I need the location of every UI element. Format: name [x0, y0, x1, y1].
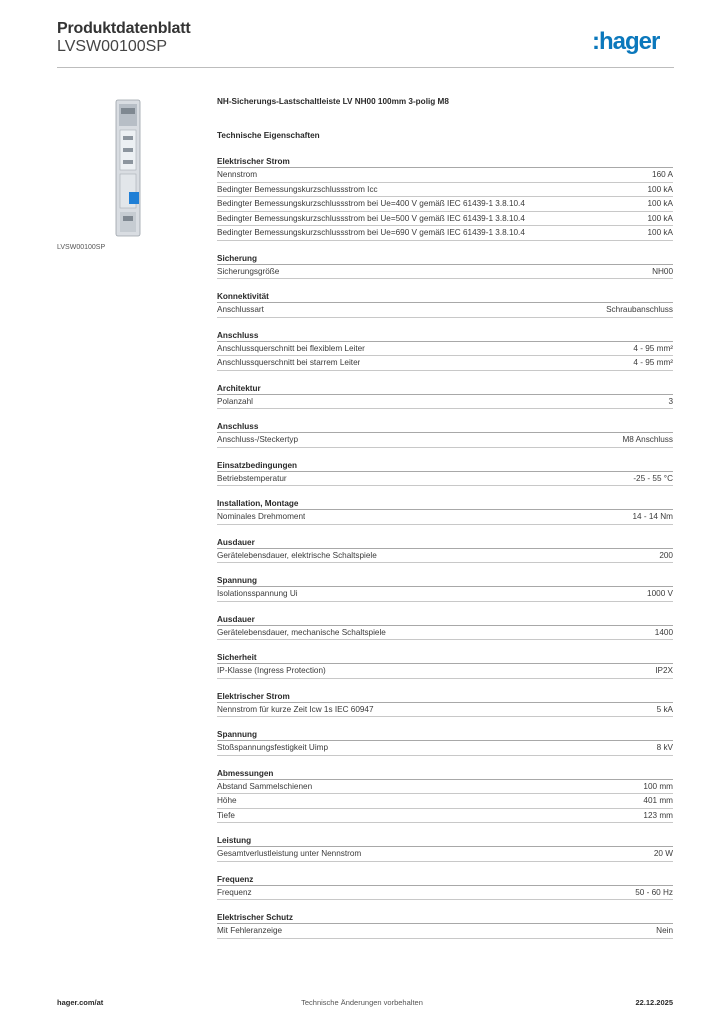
- section-title: Einsatzbedingungen: [217, 460, 673, 472]
- product-image: [57, 96, 201, 240]
- spec-row: [217, 510, 673, 525]
- section-title: Leistung: [217, 835, 673, 847]
- page-title: Produktdatenblatt: [57, 20, 191, 37]
- spec-row: [217, 265, 673, 280]
- spec-label: Abstand Sammelschienen: [217, 781, 313, 791]
- product-code: LVSW00100SP: [57, 38, 167, 55]
- section-title: Anschluss: [217, 421, 673, 433]
- spec-value: 50 - 60 Hz: [635, 887, 673, 897]
- spec-section: [217, 874, 673, 901]
- spec-value: Nein: [656, 926, 673, 935]
- spec-value: 100 kA: [647, 199, 673, 208]
- spec-row: [217, 703, 673, 718]
- spec-label: Anschlussquerschnitt bei flexiblem Leiter: [217, 343, 365, 353]
- spec-label: Tiefe: [217, 810, 235, 820]
- spec-value: 1000 V: [647, 589, 673, 598]
- spec-label: Anschlussart: [217, 305, 264, 314]
- spec-value: IP2X: [655, 666, 673, 675]
- spec-label: Anschluss-/Steckertyp: [217, 435, 298, 444]
- image-caption: LVSW00100SP: [57, 244, 106, 251]
- spec-section: [217, 330, 673, 371]
- section-title: Anschluss: [217, 330, 673, 342]
- spec-section: [217, 253, 673, 280]
- spec-row: [217, 549, 673, 564]
- section-title: Konnektivität: [217, 291, 673, 303]
- spec-row: [217, 626, 673, 641]
- spec-label: Nominales Drehmoment: [217, 512, 306, 521]
- spec-section: [217, 614, 673, 641]
- spec-row: [217, 197, 673, 212]
- spec-content: [217, 96, 673, 939]
- spec-section: [217, 460, 673, 487]
- section-title: Elektrischer Strom: [217, 156, 673, 168]
- spec-value: 5 kA: [656, 704, 673, 714]
- spec-value: 123 mm: [643, 810, 673, 820]
- spec-row: [217, 303, 673, 318]
- spec-row: [217, 395, 673, 410]
- spec-section: [217, 768, 673, 824]
- spec-value: Schraubanschluss: [606, 305, 673, 314]
- spec-label: IP-Klasse (Ingress Protection): [217, 666, 326, 675]
- section-title: Spannung: [217, 575, 673, 587]
- spec-label: Bedingter Bemessungskurzschlussstrom bei Ue=500 V gemäß IEC 61439-1 3.8.10.4: [217, 213, 525, 223]
- spec-value: 401 mm: [643, 796, 673, 805]
- spec-section: [217, 912, 673, 939]
- spec-value: 20 W: [653, 849, 673, 858]
- section-title: Sicherheit: [217, 652, 673, 664]
- spec-label: Gerätelebensdauer, elektrische Schaltspiele: [217, 550, 377, 560]
- spec-label: Bedingter Bemessungskurzschlussstrom bei Ue=690 V gemäß IEC 61439-1 3.8.10.4: [217, 228, 525, 237]
- spec-value: M8 Anschluss: [622, 435, 673, 444]
- spec-row: [217, 664, 673, 679]
- section-title: Ausdauer: [217, 537, 673, 549]
- logo-text: :hager: [592, 28, 660, 55]
- spec-label: Frequenz: [217, 887, 252, 897]
- header-divider: [57, 67, 674, 68]
- spec-row: [217, 780, 673, 795]
- spec-label: Isolationsspannung Ui: [217, 589, 298, 598]
- spec-sections: [217, 156, 673, 939]
- spec-row: [217, 472, 673, 487]
- section-title: Spannung: [217, 729, 673, 741]
- spec-label: Sicherungsgröße: [217, 266, 280, 276]
- section-title: Elektrischer Schutz: [217, 912, 673, 924]
- spec-label: Anschlussquerschnitt bei starrem Leiter: [217, 358, 361, 367]
- section-title: Frequenz: [217, 874, 673, 886]
- spec-section: [217, 291, 673, 318]
- spec-row: [217, 809, 673, 824]
- spec-label: Betriebstemperatur: [217, 473, 287, 483]
- spec-label: Nennstrom für kurze Zeit Icw 1s IEC 60947: [217, 704, 374, 714]
- spec-label: Bedingter Bemessungskurzschlussstrom bei Ue=400 V gemäß IEC 61439-1 3.8.10.4: [217, 199, 525, 208]
- spec-label: Höhe: [217, 796, 237, 805]
- spec-row: [217, 212, 673, 227]
- spec-label: Stoßspannungsfestigkeit Uimp: [217, 743, 329, 752]
- spec-row: [217, 794, 673, 809]
- spec-value: 4 - 95 mm²: [633, 358, 673, 367]
- spec-value: 3: [668, 396, 673, 406]
- spec-row: [217, 847, 673, 862]
- spec-row: [217, 356, 673, 371]
- spec-section: [217, 575, 673, 602]
- section-title: Abmessungen: [217, 768, 673, 780]
- spec-value: 100 kA: [647, 213, 673, 223]
- spec-row: [217, 183, 673, 198]
- section-title: Elektrischer Strom: [217, 691, 673, 703]
- spec-value: 100 mm: [643, 781, 673, 791]
- spec-section: [217, 156, 673, 241]
- spec-section: [217, 537, 673, 564]
- section-title: Architektur: [217, 383, 673, 395]
- spec-row: [217, 587, 673, 602]
- spec-value: 200: [659, 550, 673, 560]
- spec-row: [217, 741, 673, 756]
- spec-value: 160 A: [652, 170, 673, 179]
- spec-label: Gesamtverlustleistung unter Nennstrom: [217, 849, 362, 858]
- spec-value: 1400: [654, 627, 673, 637]
- spec-value: 14 - 14 Nm: [632, 512, 673, 521]
- spec-section: [217, 835, 673, 862]
- spec-section: [217, 691, 673, 718]
- spec-value: -25 - 55 °C: [633, 473, 673, 483]
- spec-row: [217, 433, 673, 448]
- spec-section: [217, 383, 673, 410]
- spec-label: Polanzahl: [217, 396, 253, 406]
- spec-value: 4 - 95 mm²: [633, 343, 673, 353]
- spec-label: Gerätelebensdauer, mechanische Schaltspiele: [217, 627, 386, 637]
- spec-row: [217, 924, 673, 939]
- spec-section: [217, 652, 673, 679]
- spec-row: [217, 342, 673, 357]
- spec-section: [217, 421, 673, 448]
- spec-label: Bedingter Bemessungskurzschlussstrom Icc: [217, 184, 378, 194]
- spec-value: 8 kV: [656, 743, 673, 752]
- spec-label: Nennstrom: [217, 170, 258, 179]
- section-title: Installation, Montage: [217, 498, 673, 510]
- spec-value: 100 kA: [647, 184, 673, 194]
- spec-value: NH00: [652, 266, 673, 276]
- product-title: NH-Sicherungs-Lastschaltleiste LV NH00 100mm 3-polig M8: [217, 97, 449, 106]
- tech-heading: Technische Eigenschaften: [217, 131, 320, 140]
- spec-label: Mit Fehleranzeige: [217, 926, 283, 935]
- spec-row: [217, 886, 673, 901]
- footer-note: Technische Änderungen vorbehalten: [301, 998, 423, 1007]
- footer-date: 22.12.2025: [635, 998, 673, 1007]
- section-title: Sicherung: [217, 253, 673, 265]
- spec-value: 100 kA: [647, 228, 673, 237]
- spec-section: [217, 729, 673, 756]
- hager-logo: [592, 26, 674, 58]
- section-title: Ausdauer: [217, 614, 673, 626]
- spec-row: [217, 168, 673, 183]
- spec-section: [217, 498, 673, 525]
- spec-row: [217, 226, 673, 241]
- footer-website[interactable]: hager.com/at: [57, 998, 104, 1007]
